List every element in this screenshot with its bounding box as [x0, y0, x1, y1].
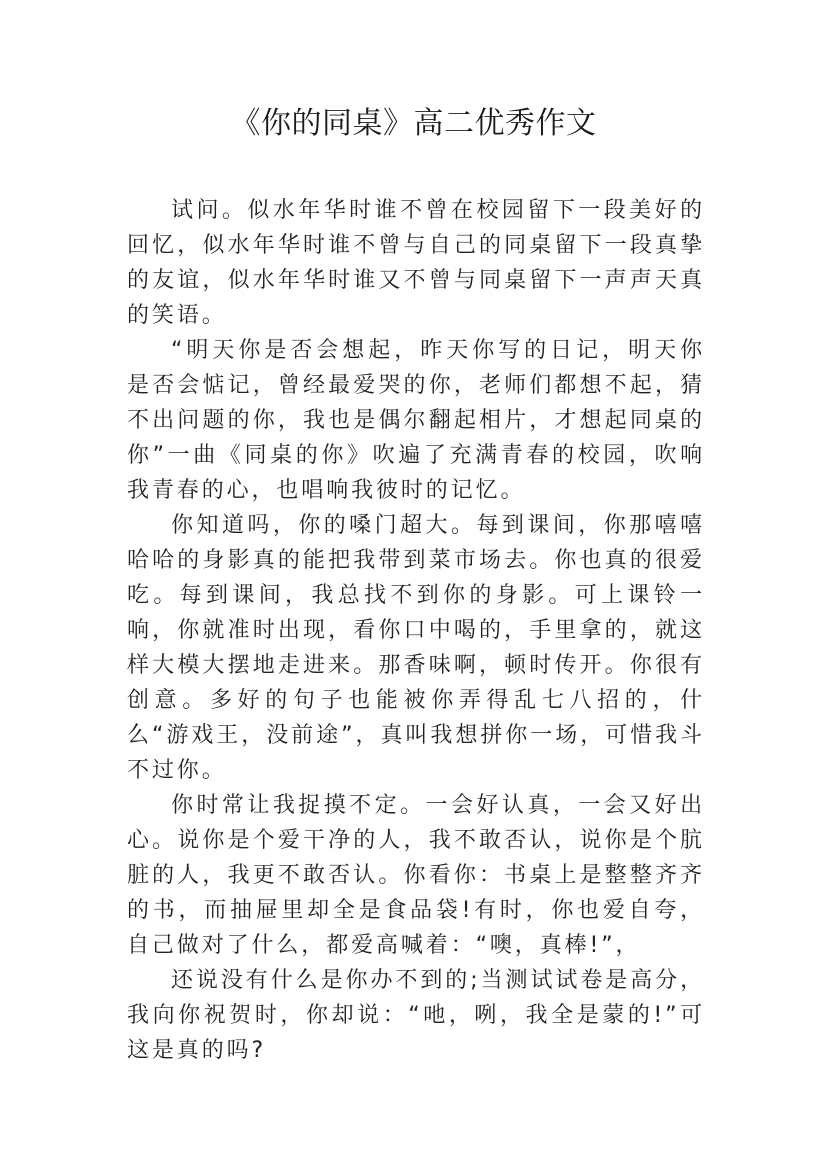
paragraph: 你时常让我捉摸不定。一会好认真，一会又好出心。说你是个爱干净的人，我不敢否认，说你是个肮脏的人，我更不敢否认。你看你：书桌上是整整齐齐的书，而抽屉里却全是食品袋!有时，你也爱自夸，自己做对了什么，都爱高喊着：“噢，真棒!”，	[127, 793, 705, 958]
paragraph: “明天你是否会想起，昨天你写的日记，明天你是否会惦记，曾经最爱哭的你，老师们都想不起，猜不出问题的你，我也是偶尔翻起相片，才想起同桌的你”一曲《同桌的你》吹遍了充满青春的校园，吹响我青春的心，也唱响我彼时的记忆。	[127, 338, 705, 503]
paragraph: 还说没有什么是你办不到的;当测试试卷是高分，我向你祝贺时，你却说：“吔，咧，我全是蒙的!”可这是真的吗?	[127, 968, 705, 1063]
document-title: 《你的同桌》高二优秀作文	[230, 106, 597, 141]
paragraph: 你知道吗，你的嗓门超大。每到课间，你那嘻嘻哈哈的身影真的能把我带到菜市场去。你也真的很爱吃。每到课间，我总找不到你的身影。可上课铃一响，你就准时出现，看你口中喝的，手里拿的，就这样大模大摆地走进来。那香味啊，顿时传开。你很有创意。多好的句子也能被你弄得乱七八招的，什么“游戏王，没前途”，真叫我想拼你一场，可惜我斗不过你。	[127, 513, 705, 783]
paragraph: 试问。似水年华时谁不曾在校园留下一段美好的回忆，似水年华时谁不曾与自己的同桌留下一段真挚的友谊，似水年华时谁又不曾与同桌留下一声声天真的笑语。	[127, 198, 705, 328]
document-body	[127, 193, 705, 1068]
